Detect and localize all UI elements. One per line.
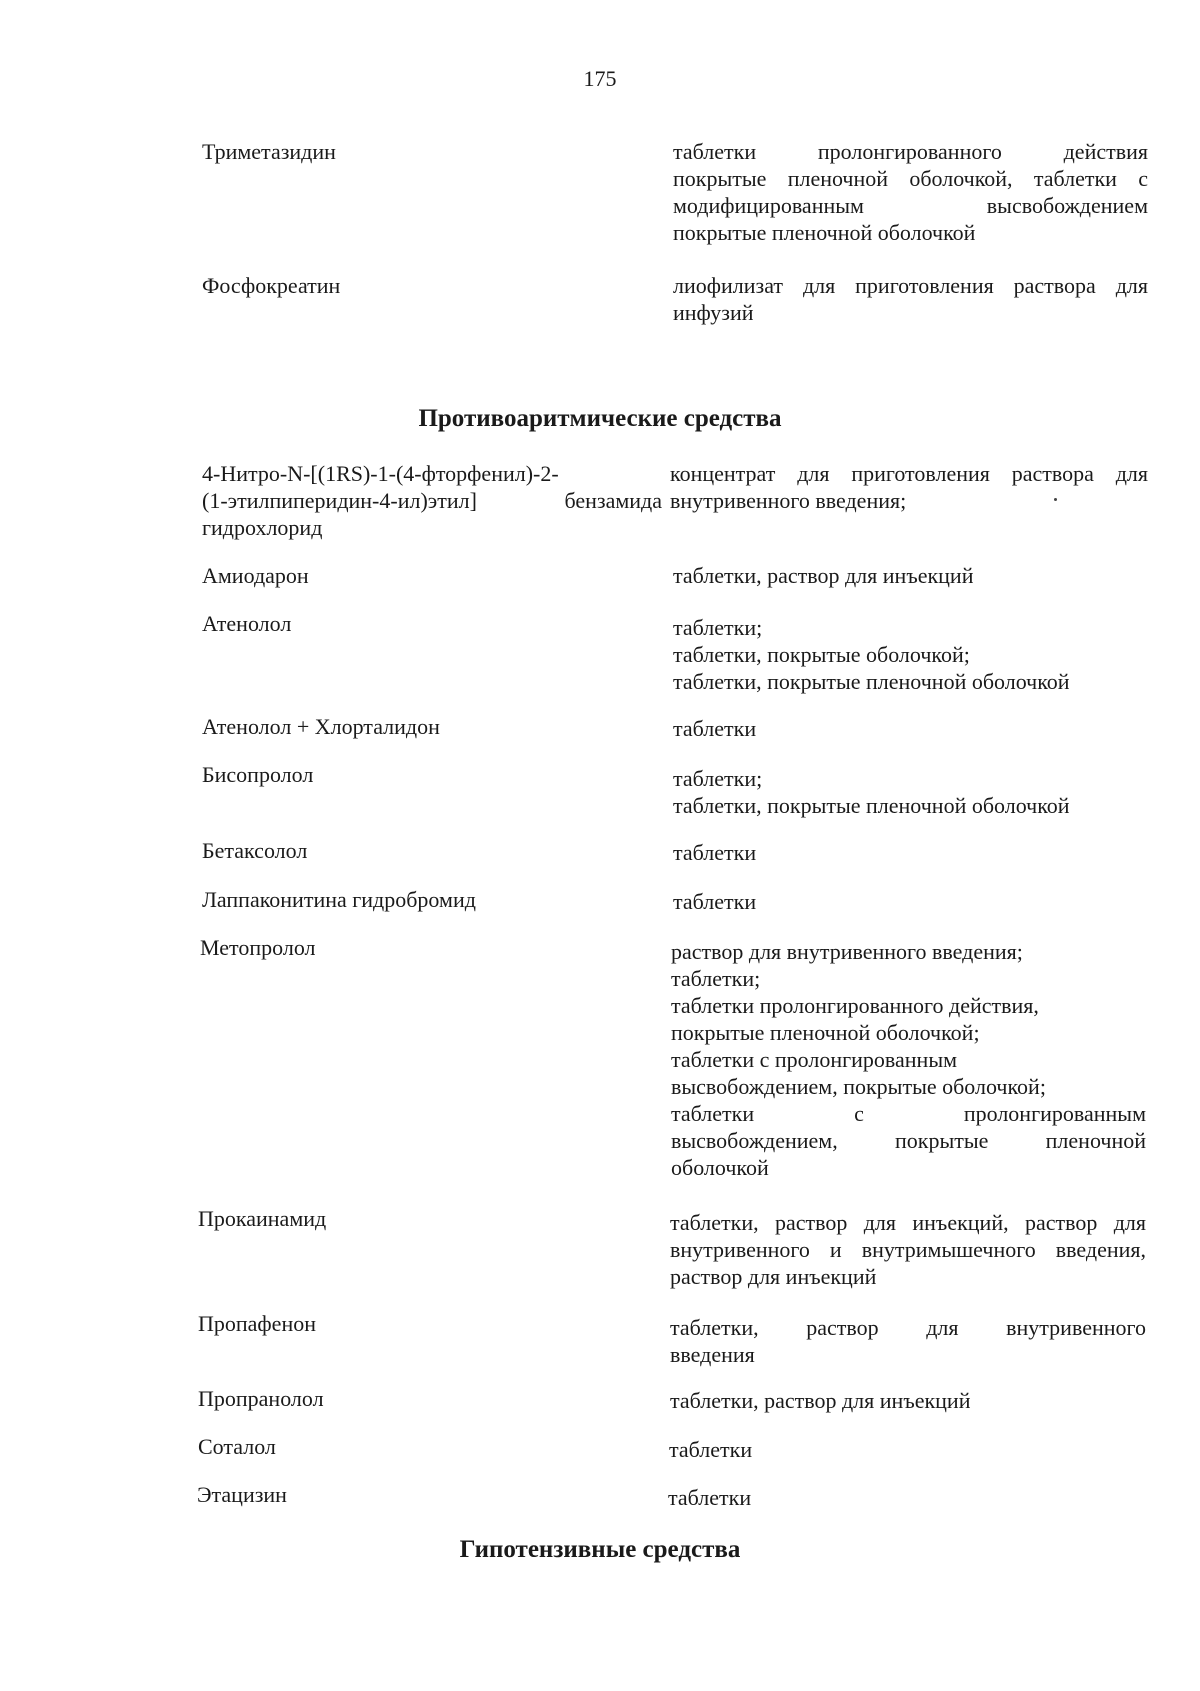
page-number: 175: [583, 66, 617, 91]
dosage-form-line: модифицированным высвобождением: [673, 193, 1148, 218]
dosage-form-line: покрытые пленочной оболочкой;: [671, 1020, 980, 1045]
drug-name: [198, 1385, 618, 1412]
dosage-form-line: концентрат для приготовления раствора для: [670, 461, 1148, 486]
dosage-form-line: таблетки, покрытые пленочной оболочкой: [673, 793, 1070, 818]
drug-name-line: гидрохлорид: [202, 515, 323, 540]
dosage-form-line: раствор для инъекций: [670, 1264, 877, 1289]
drug-name: [202, 886, 622, 913]
drug-name: [202, 713, 622, 740]
drug-name: [198, 1205, 618, 1232]
drug-name-line: Пропранолол: [198, 1386, 324, 1411]
drug-name: [202, 562, 622, 589]
drug-name-line: Амиодарон: [202, 563, 309, 588]
drug-name-line: Соталол: [198, 1434, 276, 1459]
dosage-form-line: таблетки, покрытые пленочной оболочкой: [673, 669, 1070, 694]
dosage-form: [673, 765, 1148, 819]
drug-name-line: Атенолол + Хлорталидон: [202, 714, 440, 739]
dosage-form-line: инфузий: [673, 300, 754, 325]
dosage-form-line: таблетки, раствор для инъекций, раствор для: [670, 1210, 1146, 1235]
dosage-form-line: введения: [670, 1342, 755, 1367]
dosage-form-line: таблетки: [673, 716, 757, 741]
dosage-form: [671, 938, 1146, 1181]
dosage-form-line: таблетки, покрытые оболочкой;: [673, 642, 970, 667]
dosage-form: [669, 1436, 1144, 1463]
drug-name: [202, 761, 622, 788]
dosage-form-line: таблетки: [673, 840, 757, 865]
dosage-form-line: внутривенного и внутримышечного введения,: [670, 1237, 1146, 1262]
dosage-form-line: таблетки с пролонгированным: [671, 1047, 958, 1072]
drug-name-line: Прокаинамид: [198, 1206, 327, 1231]
dosage-form: [670, 1209, 1146, 1290]
drug-name: [198, 1433, 618, 1460]
drug-name: [202, 138, 622, 165]
drug-name-line: Атенолол: [202, 611, 292, 636]
drug-name-line: Триметазидин: [202, 139, 336, 164]
dosage-form: [673, 272, 1148, 326]
dosage-form-line: таблетки, раствор для инъекций: [670, 1388, 971, 1413]
drug-name: [197, 1481, 617, 1508]
dosage-form-line: высвобождением, покрытые оболочкой;: [671, 1074, 1046, 1099]
dosage-form-line: оболочкой: [671, 1155, 769, 1180]
dosage-form: [673, 614, 1148, 695]
dosage-form: [670, 1314, 1146, 1368]
dosage-form-line: покрытые пленочной оболочкой, таблетки с: [673, 166, 1148, 191]
dosage-form-line: таблетки, раствор для инъекций: [673, 563, 974, 588]
dosage-form: [670, 1387, 1145, 1414]
drug-name: [198, 1310, 618, 1337]
drug-name: [202, 610, 622, 637]
drug-name-line: Метопролол: [200, 935, 316, 960]
drug-name-line: Пропафенон: [198, 1311, 316, 1336]
dosage-form-line: внутривенного введения;: [670, 488, 907, 513]
dosage-form-line: таблетки;: [673, 766, 763, 791]
drug-name-line: Фосфокреатин: [202, 273, 341, 298]
drug-name-line: Этацизин: [197, 1482, 287, 1507]
dosage-form-line: таблетки, раствор для внутривенного: [670, 1315, 1146, 1340]
drug-name-line: Бетаксолол: [202, 838, 308, 863]
scan-speck: [1054, 498, 1057, 501]
dosage-form: [673, 715, 1148, 742]
drug-name-line: 4-Нитро-N-[(1RS)-1-(4-фторфенил)-2-: [202, 461, 559, 486]
dosage-form-line: таблетки: [668, 1485, 752, 1510]
dosage-form-line: раствор для внутривенного введения;: [671, 939, 1023, 964]
drug-name: [202, 837, 622, 864]
section-heading-antihypertensive: Гипотензивные средства: [459, 1536, 741, 1563]
dosage-form-line: таблетки с пролонгированным: [671, 1101, 1146, 1126]
dosage-form-line: таблетки;: [671, 966, 761, 991]
dosage-form: [670, 460, 1148, 514]
dosage-form: [673, 562, 1148, 589]
dosage-form: [668, 1484, 1143, 1511]
section-heading-antiarrhythmic: Противоаритмические средства: [418, 405, 782, 432]
drug-name-line: Бисопролол: [202, 762, 314, 787]
dosage-form: [673, 839, 1148, 866]
dosage-form-line: высвобождением, покрытые пленочной: [671, 1128, 1146, 1153]
drug-name: [202, 460, 662, 541]
dosage-form-line: таблетки: [669, 1437, 753, 1462]
dosage-form-line: таблетки;: [673, 615, 763, 640]
drug-name: [202, 272, 622, 299]
drug-name: [200, 934, 620, 961]
drug-name-line: (1-этилпиперидин-4-ил)этил] бензамида: [202, 488, 662, 513]
dosage-form-line: покрытые пленочной оболочкой: [673, 220, 976, 245]
dosage-form: [673, 138, 1148, 246]
dosage-form-line: таблетки пролонгированного действия: [673, 139, 1148, 164]
dosage-form: [673, 888, 1148, 915]
dosage-form-line: таблетки пролонгированного действия,: [671, 993, 1039, 1018]
dosage-form-line: лиофилизат для приготовления раствора для: [673, 273, 1148, 298]
dosage-form-line: таблетки: [673, 889, 757, 914]
drug-name-line: Лаппаконитина гидробромид: [202, 887, 476, 912]
